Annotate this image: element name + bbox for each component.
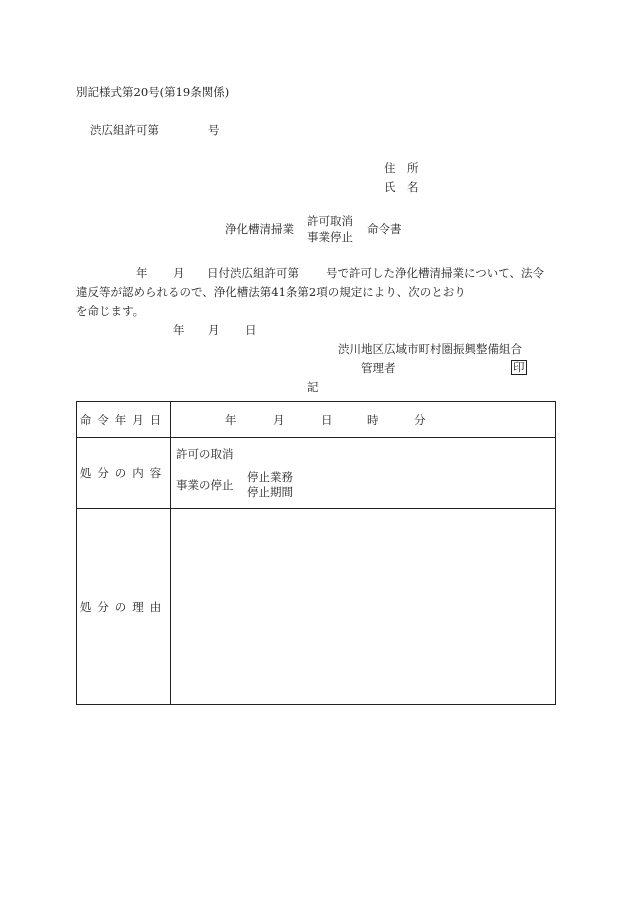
title-suffix: 命令書 xyxy=(367,222,402,236)
order-date-cell xyxy=(171,402,556,438)
issue-year: 年 xyxy=(173,323,185,337)
title-business: 浄化槽清掃業 xyxy=(225,222,294,236)
date-unit-minute: 分 xyxy=(414,413,426,427)
issuer-seal xyxy=(511,360,527,375)
disposal-suspend: 事業の停止 xyxy=(176,478,234,492)
body-month: 月 xyxy=(173,266,185,280)
form-number: 別記様式第20号(第19条関係) xyxy=(76,85,230,99)
order-table xyxy=(76,401,556,705)
body-date-permit: 日付渋広組許可第 xyxy=(207,266,299,280)
address-label: 住 所 xyxy=(384,161,419,175)
date-unit-year: 年 xyxy=(225,413,237,427)
disposal-content-label: 処分の内容 xyxy=(77,438,171,509)
seal-mark: 印 xyxy=(513,360,525,374)
issuer-organization: 渋川地区広域市町村圏振興整備組合 xyxy=(338,342,522,356)
table-row-disposal-content xyxy=(77,438,556,509)
disposal-suspend-business: 停止業務 xyxy=(247,470,293,484)
order-date-label: 命令年月日 xyxy=(77,402,171,438)
title-option-cancel: 許可取消 xyxy=(307,214,353,228)
issue-month: 月 xyxy=(208,323,220,337)
disposal-reason-cell xyxy=(171,509,556,705)
table-row-disposal-reason xyxy=(77,509,556,705)
body-year: 年 xyxy=(136,266,148,280)
ki-heading: 記 xyxy=(307,380,319,394)
body-line2: 違反等が認められるので、浄化槽法第41条第2項の規定により、次のとおり xyxy=(76,285,466,299)
issuer-title: 管理者 xyxy=(361,361,396,375)
body-line3: を命じます。 xyxy=(76,304,145,318)
disposal-cancel: 許可の取消 xyxy=(176,447,234,461)
date-unit-month: 月 xyxy=(273,413,285,427)
issue-day: 日 xyxy=(245,323,257,337)
date-unit-hour: 時 xyxy=(367,413,379,427)
date-unit-day: 日 xyxy=(321,413,333,427)
disposal-suspend-period: 停止期間 xyxy=(247,485,293,499)
disposal-content-cell xyxy=(171,438,556,509)
disposal-reason-label: 処分の理由 xyxy=(77,509,171,705)
title-option-suspend: 事業停止 xyxy=(307,230,353,244)
body-line1: 号で許可した浄化槽清掃業について、法令 xyxy=(326,266,545,280)
permit-number-suffix: 号 xyxy=(208,123,220,137)
table-row-order-date xyxy=(77,402,556,438)
permit-number-prefix: 渋広組許可第 xyxy=(90,123,159,137)
name-label: 氏 名 xyxy=(384,180,419,194)
